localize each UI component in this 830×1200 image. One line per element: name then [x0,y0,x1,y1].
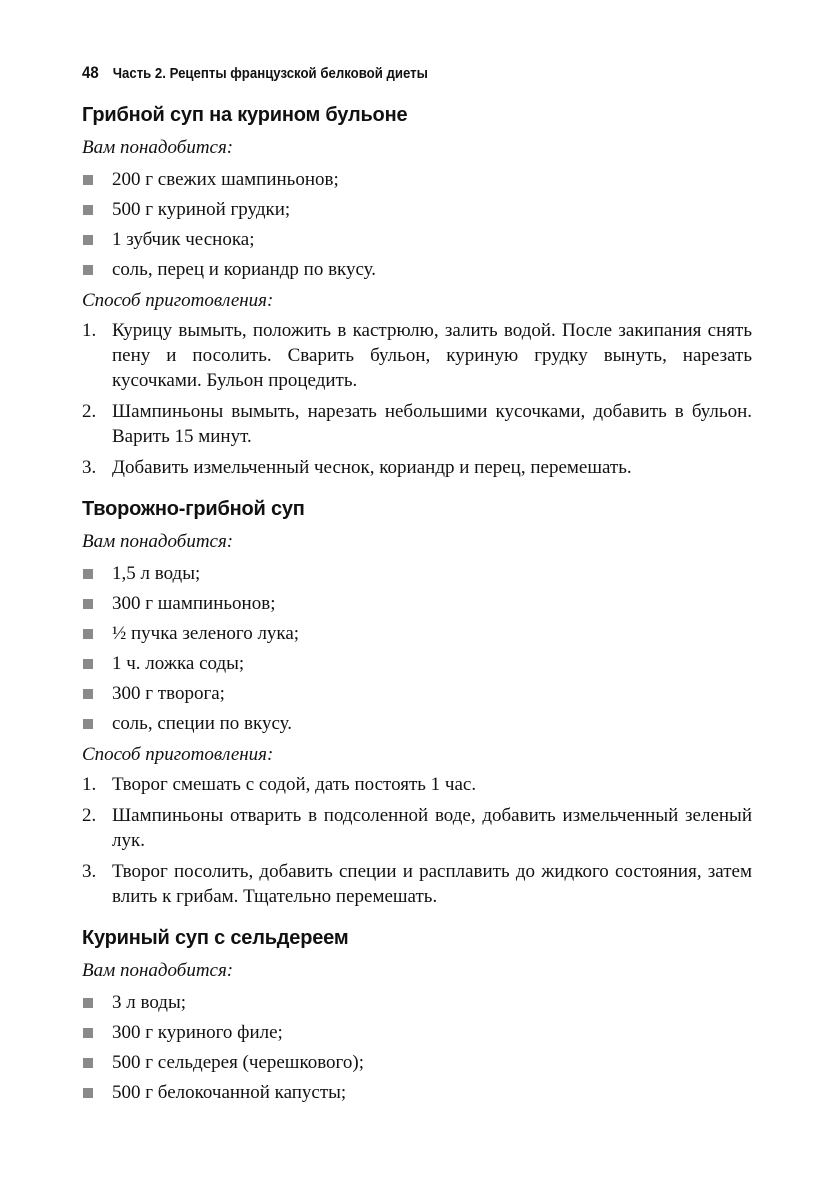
ingredient-item: 300 г куриного филе; [82,1018,752,1048]
ingredient-item: 300 г шампиньонов; [82,589,752,619]
steps-list [82,318,752,480]
square-bullet-icon [83,1028,93,1038]
ingredient-item: 300 г творога; [82,679,752,709]
ingredient-item: 1 зубчик чеснока; [82,225,752,255]
ingredient-item: 1 ч. ложка соды; [82,649,752,679]
square-bullet-icon [83,569,93,579]
running-header [82,56,672,90]
ingredient-item: ½ пучка зеленого лука; [82,619,752,649]
square-bullet-icon [83,235,93,245]
ingredient-item: 500 г белокочанной капусты; [82,1078,752,1108]
ingredients-label: Вам понадобится: [82,531,234,552]
recipe-cottage-cheese-mushroom-soup [82,496,752,909]
square-bullet-icon [83,175,93,185]
square-bullet-icon [83,629,93,639]
steps-list [82,772,752,909]
ingredient-item: 500 г куриной грудки; [82,195,752,225]
step-item: 2. Шампиньоны отварить в подсоленной воде, добавить измельченный зеленый лук. [82,805,752,851]
ingredient-item: 500 г сельдерея (черешкового); [82,1048,752,1078]
ingredients-list [82,165,752,285]
recipe-title: Творожно-грибной суп [82,498,305,520]
square-bullet-icon [83,205,93,215]
square-bullet-icon [83,1058,93,1068]
ingredient-item: 1,5 л воды; [82,559,752,589]
square-bullet-icon [83,265,93,275]
recipe-title: Куриный суп с сельдереем [82,927,349,949]
step-item: 3. Добавить измельченный чеснок, кориандр и перец, перемешать. [82,457,632,478]
step-item: 3. Творог посолить, добавить специи и расплавить до жидкого состояния, затем влить к грибам. Тщательно перемешать. [82,861,752,907]
method-label: Способ приготовления: [82,744,274,765]
square-bullet-icon [83,719,93,729]
ingredients-label: Вам понадобится: [82,137,234,158]
step-item: 1. Курицу вымыть, положить в кастрюлю, залить водой. После закипания снять пену и посолить. Сварить бульон, куриную грудку вынуть, нарезать кусочками. Бульон процедить. [82,320,752,391]
step-item: 1. Творог смешать с содой, дать постоять 1 час. [82,774,477,795]
ingredients-list [82,559,752,739]
ingredient-item: соль, специи по вкусу. [82,709,752,739]
square-bullet-icon [83,998,93,1008]
method-label: Способ приготовления: [82,290,274,311]
ingredient-item: 200 г свежих шампиньонов; [82,165,752,195]
ingredients-list [82,988,752,1108]
ingredient-item: соль, перец и кориандр по вкусу. [82,255,752,285]
recipe-chicken-celery-soup [82,925,752,1108]
page-number: 48 [82,63,99,82]
square-bullet-icon [83,689,93,699]
square-bullet-icon [83,599,93,609]
running-title: Часть 2. Рецепты французской белковой диеты [112,65,428,82]
recipe-title: Грибной суп на курином бульоне [82,104,408,126]
ingredients-label: Вам понадобится: [82,960,234,981]
square-bullet-icon [83,659,93,669]
book-page [82,56,752,1108]
ingredient-item: 3 л воды; [82,988,752,1018]
step-item: 2. Шампиньоны вымыть, нарезать небольшими кусочками, добавить в бульон. Варить 15 минут. [82,401,752,447]
recipe-mushroom-soup-chicken-broth [82,102,752,480]
square-bullet-icon [83,1088,93,1098]
